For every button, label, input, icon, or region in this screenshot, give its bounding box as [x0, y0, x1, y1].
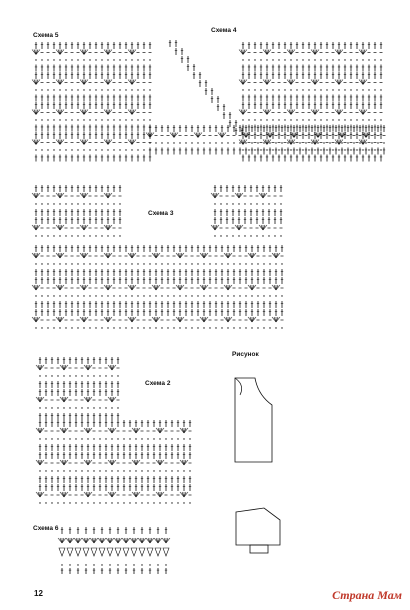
vest-front-shape — [236, 508, 280, 545]
scheme-3-title: Схема 3 — [148, 210, 174, 217]
armhole-curve — [235, 378, 242, 395]
scheme-2-title: Схема 2 — [145, 380, 171, 387]
vest-back-shape — [235, 378, 272, 462]
figure-title: Рисунок — [232, 351, 259, 358]
vest-band-shape — [250, 545, 268, 553]
page-number: 12 — [34, 589, 43, 598]
scheme-5-title: Схема 5 — [33, 32, 59, 39]
watermark-logo: Страна Мам — [332, 588, 402, 602]
scheme-4-title: Схема 4 — [211, 27, 237, 34]
scheme-6-title: Схема 6 — [33, 525, 59, 532]
